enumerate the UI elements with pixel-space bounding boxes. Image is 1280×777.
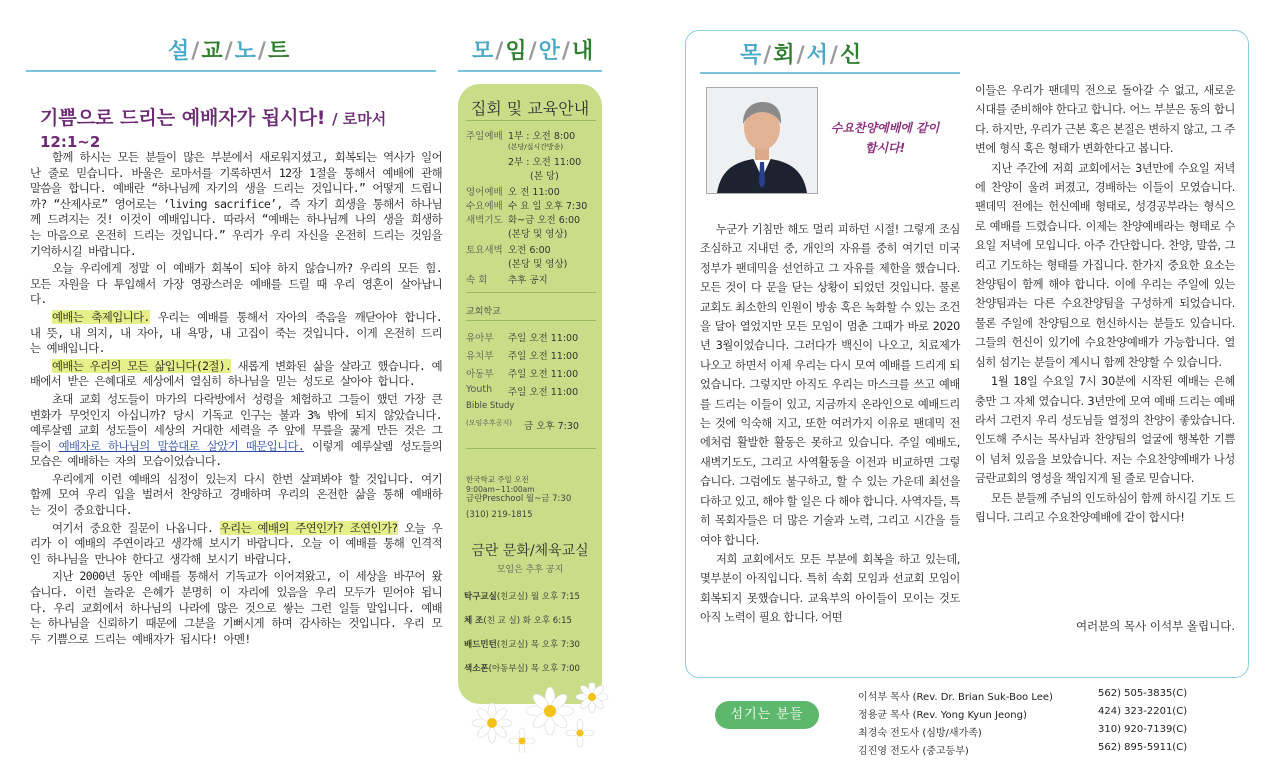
- paragraph: [30, 521, 442, 568]
- paragraph: 모든 분들께 주님의 인도하심이 함께 하시길 기도 드립니다. 그리고 수요찬양예배에 같이 합시다!: [975, 491, 1235, 524]
- row-label: 유아부: [466, 333, 494, 344]
- schedule-row: [466, 168, 598, 182]
- text: 오늘 우리가 이 예배의 주연이라고 생각해 보시기 바랍니다. 오늘 이 예배를 통해 인격적인 하나님을 만나야 한다고 생각해 보시기 바랍니다.: [30, 520, 443, 566]
- paragraph: 누군가 기침만 해도 멀리 피하던 시절! 그렇게 조심 조심하고 지내던 중, 개인의 자유를 중히 여기던 미국 정부가 팬데믹을 선언하고 그 자유를 제한을 했습니다. 모든 것이 다 문을 닫는 상황이 되었던 것입니다. 물론 교회도 최소한의 인원이 방송 혹은 녹화할 수 있는 조건을 달아 열었지만 모든 모임이 멈춘 그때가 바로 2020년 3월이었습니다. 그러다가 백신이 나오고, 치료제가 나오고 하면서 이제 우리는 다시 모여 예배를 드리게 되었습니다. 그렇지만 아직도 우리는 마스크를 쓰고 예배를 드리는 이들이 있고, 지금까지 온라인으로 예배드리는 것에 익숙해 지고, 또한 여러가지 이유로 팬데믹 전에처럼 활발한 활동은 못하고 있습니다. 주일 예배도, 새벽기도도, 그리고 사역활동을 이전과 비교하면 그렇습니다. 그럼에도 불구하고, 할 수 있는 가운데 최선을 다하고 있고, 해야 할 일은 다 해야 합니다. 사역자들, 특히 목회자들은 더 많은 기술과 노력, 그리고 시간을 들여야 합니다.: [700, 223, 960, 547]
- staff-phone: 562) 895-5911(C): [1098, 742, 1188, 753]
- staff-phone: 562) 505-3835(C): [1098, 688, 1188, 699]
- staff-phone: 424) 323-2201(C): [1098, 706, 1188, 717]
- title-char: 신: [839, 43, 864, 68]
- school-row: [466, 348, 598, 362]
- quote-text: 수요찬양예배에 같이 합시다!: [830, 121, 940, 155]
- highlight: 예배는 축제입니다.: [52, 309, 150, 324]
- divider: [466, 120, 596, 121]
- title-char: 설: [168, 39, 192, 64]
- panel-title: 집회 및 교육안내: [470, 99, 590, 118]
- staff-name: 이석부 목사 (Rev. Dr. Brian Suk-Boo Lee): [858, 692, 1053, 703]
- row-label: [466, 168, 508, 182]
- staff-row: [858, 706, 1238, 721]
- row-label: (모임추후공지): [466, 419, 513, 427]
- korean-school: 한국학교 주일 오전 9:00am~11:00am: [466, 475, 535, 494]
- phone-number: (310) 219-1815: [466, 510, 533, 520]
- meetings-panel: [458, 84, 602, 704]
- row-value: 주일 오전 11:00: [508, 369, 579, 380]
- row-value: 주일 오전 11:00: [508, 333, 579, 344]
- school-row: [466, 384, 598, 398]
- text: 초대 교회 성도들이 마가의 다락방에서 성령을 체험하고 그들이 했던 가장 큰 변화가 무엇인지 아십니까? 당시 기독교 인구는 불과 3% 밖에 되지 않았습니다. 예루살렘 교회 성도들이 세상의 거대한 세력을 주 앞에 무릎을 꿇게 만든 것은 그들이: [30, 391, 442, 453]
- paragraph: 이들은 우리가 팬데믹 전으로 돌아갈 수 없고, 새로운 시대를 준비해야 한다고 합니다. 어느 부분은 동의 합니다. 하지만, 우리가 근본 혹은 본질은 변하지 않고, 그 주변에 형식 혹은 형태가 변화한다고 봅니다.: [975, 84, 1235, 156]
- paragraph: [30, 392, 442, 470]
- culture-title: 금란 문화/체육교실: [471, 543, 589, 559]
- schedule-row: [466, 142, 598, 152]
- row-value: 수 요 일 오후 7:30: [508, 201, 588, 212]
- underlined-text: 예배자로 하나님의 말씀대로 살았기 때문입니다.: [58, 438, 305, 453]
- class-name: 색소폰: [464, 664, 489, 674]
- class-room: (친 교 실): [483, 616, 521, 626]
- class-room: (친교실): [496, 640, 529, 650]
- row-value: (본 당): [530, 171, 559, 182]
- title-char: 안: [538, 39, 562, 64]
- schedule-row: [466, 242, 598, 256]
- schedule-row: [466, 198, 598, 212]
- paragraph: 오늘 우리에게 정말 이 예배가 회복이 되야 하지 않습니까? 우리의 모든 힘. 모든 자원을 다 투입해서 가장 영광스러운 예배를 드릴 때 우리 영혼이 살아납니다.: [30, 261, 442, 307]
- row-label: [466, 256, 508, 270]
- title-char: 내: [571, 39, 596, 64]
- row-value: 추후 공지: [508, 275, 548, 286]
- school-row: [466, 366, 598, 380]
- sermon-section-title: 설/교/노/트: [168, 39, 292, 64]
- paragraph: 우리에게 이런 예배의 심정이 있는지 다시 한번 살펴봐야 할 것입니다. 여기 함께 모여 우리 입을 벌려서 찬양하고 경배하며 우리의 온전한 삶을 통해 예배하는 것이 중요합니다.: [30, 471, 442, 518]
- letter-column-2: [975, 81, 1235, 527]
- schedule-row: [466, 256, 598, 270]
- title-char: 교: [201, 39, 225, 64]
- class-row: [464, 614, 600, 626]
- row-value: (본당 및 영상): [508, 229, 568, 240]
- row-label: 아동부: [466, 369, 494, 380]
- row-value: 2부 : 오전 11:00: [508, 157, 582, 168]
- schedule-row: [466, 226, 598, 240]
- signoff: 여러분의 목사 이석부 올립니다.: [1075, 619, 1235, 633]
- class-time: 월 오후 7:15: [530, 592, 580, 602]
- text: 이렇게 예루살렘 성도들의 모습은 예배하는 자의 모습이었습니다.: [30, 438, 442, 469]
- staff-row: [858, 742, 1238, 757]
- row-value: 화~금 오전 6:00: [508, 215, 581, 226]
- class-row: [464, 590, 600, 602]
- meetings-section-title: 모/임/안/내: [472, 39, 596, 64]
- text: 새롭게 변화된 삶을 살라고 했습니다. 예배에서 받은 은혜대로 세상에서 열심히 하나님을 믿는 성도로 살아야 합니다.: [30, 358, 442, 389]
- highlight: 예배는 우리의 모든 삶입니다(2절).: [52, 358, 232, 373]
- row-label: 영어예배: [466, 187, 503, 198]
- title-char: 트: [267, 39, 292, 64]
- row-label: [466, 154, 508, 168]
- row-value: 주일 오전 11:00: [508, 351, 579, 362]
- divider: [458, 70, 602, 72]
- row-label: 유치부: [466, 351, 494, 362]
- title-char: 목: [740, 43, 764, 68]
- divider: [466, 292, 596, 293]
- text: 우리는 예배를 통해서 자아의 죽음을 깨닫아야 합니다. 내 뜻, 내 의지, 내 자아, 내 욕망, 내 고집이 죽는 것입니다. 이게 온전히 드리는 예배입니다.: [30, 309, 443, 356]
- class-row: [464, 662, 600, 674]
- title-char: 서: [806, 43, 830, 68]
- row-value: 오 전 11:00: [508, 187, 560, 198]
- school-title: 교회학교: [466, 307, 501, 317]
- daisy-flowers-icon: [462, 683, 622, 753]
- row-label: [466, 142, 508, 152]
- row-value: 오전 6:00: [508, 245, 551, 256]
- class-room: (아동부실): [488, 664, 529, 674]
- row-label: 속 회: [466, 275, 488, 286]
- row-value: 금 오후 7:30: [524, 421, 579, 432]
- paragraph: 함께 하시는 모든 분들이 많은 부분에서 새로워지셨고, 회복되는 역사가 일어난 줄로 믿습니다. 바울은 로마서를 기록하면서 12장 1절을 통해서 예배에 관해 말씀을 합니다. 예배란 “하나님께 자기의 생을 드리는 것입니다.” 어떻게 드립니까? “산제사로” 영어로는 ‘living sacrifice’, 즉 자기 희생을 통해서 하나님께 드려지는 것! 이것이 예배입니다. 따라서 “예배는 하나님께 나의 생을 희생하는 마음으로 온전히 드리는 것입니다.” 우리가 우리 자신을 온전히 드리는 것임을 기억하시길 바랍니다.: [30, 150, 442, 258]
- pastor-portrait-icon: [707, 88, 817, 193]
- title-char: 모: [472, 39, 496, 64]
- row-label: 새벽기도: [466, 215, 503, 226]
- bible-row: [466, 418, 598, 432]
- staff-name: 김진영 전도사 (중고등부): [858, 746, 969, 757]
- schedule-row: [466, 184, 598, 198]
- letter-section-title: 목/회/서/신: [740, 43, 864, 68]
- preschool: 금란Preschool 월~금 7:30: [466, 494, 572, 504]
- scripture-ref: / 로마서 12:1~2: [40, 110, 387, 151]
- row-value: 1부 : 오전 8:00: [508, 131, 576, 142]
- class-row: [464, 638, 600, 650]
- staff-button[interactable]: 섬기는 분들: [715, 701, 819, 729]
- paragraph: 지난 주간에 저희 교회에서는 3년만에 수요일 저녁에 찬양이 울려 퍼졌고, 경배하는 이들이 모였습니다. 팬데믹 전에는 헌신예배 형태로, 성경공부라는 형식으로 예배를 드렸습니다. 이제는 찬양예배라는 형태로 수요일 저녁에 모입니다. 아주 간단합니다. 찬양, 말씀, 그리고 기도하는 형태를 가집니다. 한가지 중요한 요소는 찬양팀이 함께 해야 합니다. 이에 우리는 주일에 있는 찬양팀과는 다른 수요찬양팀을 구성하게 되었습니다. 물론 주일에 찬양팀으로 헌신하시는 분들도 있습니다. 그들의 헌신이 있기에 수요찬양예배가 가능합니다. 열심히 섬기는 분들이 계시니 함께 찬양할 수 있습니다.: [975, 161, 1235, 369]
- row-label: [466, 226, 508, 240]
- text: 여기서 중요한 질문이 나옵니다.: [52, 520, 220, 535]
- row-label: 주일예배: [466, 131, 503, 142]
- pastor-photo: [706, 87, 818, 194]
- title-char: 회: [773, 43, 797, 68]
- title-char: 노: [234, 39, 258, 64]
- divider: [466, 320, 596, 321]
- paragraph: 저희 교회에서도 모든 부분에 회복을 하고 있는데, 몇부분이 아직입니다. 특히 속회 모임과 선교회 모임이 회복되지 못했습니다. 교육부의 아이들이 모이는 것도 아직 노력이 필요 합니다. 어떤: [700, 552, 960, 625]
- schedule-row: [466, 128, 598, 142]
- paragraph: [30, 310, 442, 357]
- row-value: 주일 오전 11:00: [508, 387, 579, 398]
- title-char: 임: [505, 39, 529, 64]
- staff-name: 정용균 목사 (Rev. Yong Kyun Jeong): [858, 710, 1027, 721]
- row-value: (본당 및 영상): [508, 259, 568, 270]
- class-time: 목 오후 7:00: [530, 664, 580, 674]
- schedule-row: [466, 154, 598, 168]
- paragraph: 1월 18일 수요일 7시 30분에 시작된 예배는 은혜 충만 그 자체 였습니다. 3년만에 모여 예배 드리는 예배라서 그런지 우리 성도님들 열정의 찬양이 좋았습니다. 인도해 주시는 목사님과 찬양팀의 얼굴에 행복한 기쁨이 넘쳐 있음을 보았습니다. 저는 수요찬양예배가 나성금란교회의 영성을 책임지게 될 줄로 믿습니다.: [975, 375, 1235, 486]
- letter-column-1: [700, 220, 960, 628]
- staff-phone: 310) 920-7139(C): [1098, 724, 1188, 735]
- divider: [466, 448, 596, 449]
- staff-name: 최경숙 전도사 (심방/새가족): [858, 728, 982, 739]
- class-name: 체 조: [464, 616, 484, 626]
- class-name: 탁구교실: [464, 592, 497, 602]
- headline-text: 기쁨으로 드리는 예배자가 됩시다!: [40, 107, 326, 129]
- row-value: (본당/실시간방송): [508, 143, 564, 151]
- staff-row: [858, 688, 1238, 703]
- divider: [700, 72, 960, 74]
- staff-row: [858, 724, 1238, 739]
- row-label: 수요예배: [466, 201, 503, 212]
- culture-note: 모임은 추후 공지: [496, 565, 564, 575]
- row-label: Youth: [466, 384, 493, 395]
- bible-study-label: Bible Study: [466, 401, 515, 411]
- class-time: 화 오후 6:15: [522, 616, 572, 626]
- row-label: 토요새벽: [466, 245, 503, 256]
- paragraph: [30, 359, 442, 390]
- divider: [26, 70, 436, 72]
- sermon-body: [30, 150, 442, 649]
- class-time: 목 오후 7:30: [530, 640, 580, 650]
- class-room: (친교실): [496, 592, 529, 602]
- class-name: 배드민턴: [464, 640, 497, 650]
- sermon-headline: [40, 103, 450, 152]
- schedule-row: [466, 212, 598, 226]
- schedule-row: [466, 272, 598, 286]
- school-row: [466, 330, 598, 344]
- paragraph: 지난 2000년 동안 예배를 통해서 기독교가 이어져왔고, 이 세상을 바꾸어 왔습니다. 이런 놀라운 은혜가 분명히 이 자리에 있음을 우리 모두가 믿어야 됩니다. 우리 교회에서 하나님의 나라에 많은 것으로 쌓는 그런 일들 말입니다. 예배는 하나님을 신뢰하기 때문에 그분을 기뻐시게 하며 감사하는 것입니다. 우리 모두 기쁨으로 드리는 예배자가 됩시다! 아멘!: [30, 569, 442, 646]
- highlight: 우리는 예배의 주연인가? 조연인가?: [219, 520, 398, 535]
